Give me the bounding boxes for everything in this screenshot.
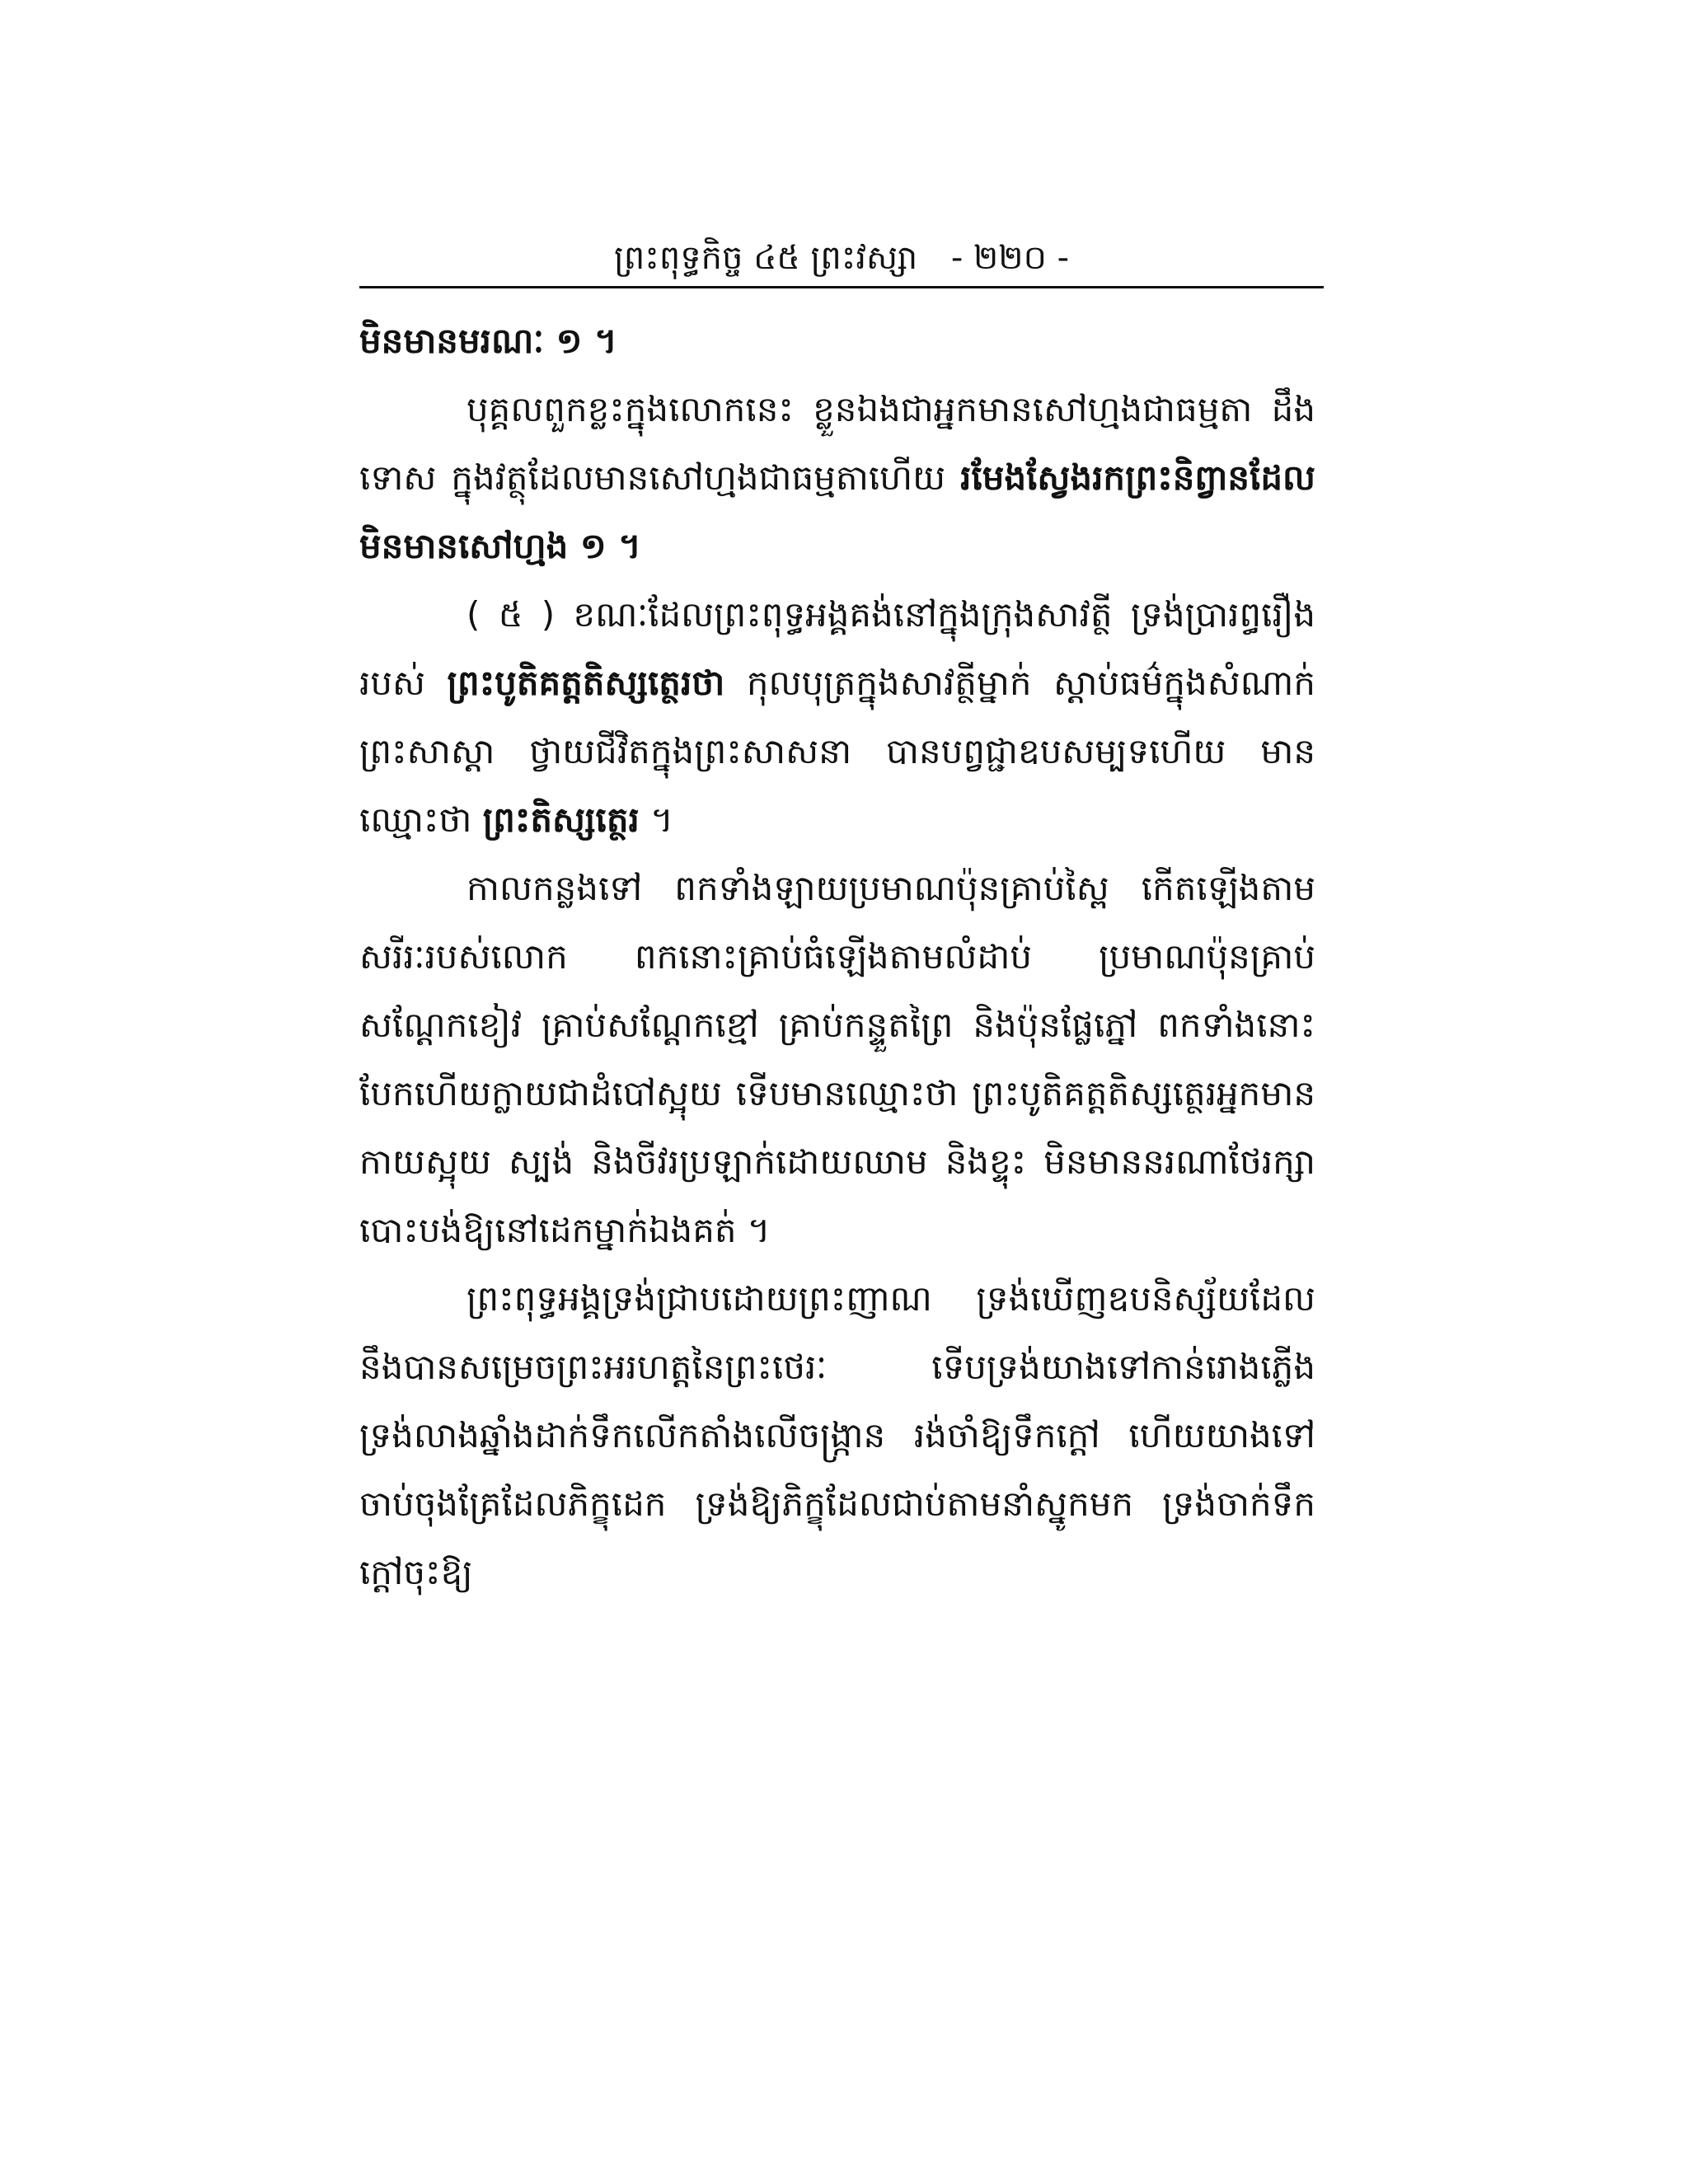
header-title: ព្រះពុទ្ធកិច្ច ៤៥ ព្រះវស្សា [613,239,918,277]
body-text [359,307,1315,1606]
header-page-number: - ២២០ - [950,239,1070,277]
paragraph-4 [359,854,1315,1264]
paragraph-5-text: ព្រះពុទ្ធអង្គទ្រង់ជ្រាបដោយព្រះញាណ ទ្រង់ឃើញឧបនិស្ស័យដែលនឹងបានសម្រេចព្រះអរហត្តនៃព្រះថេរៈ ទើបទ្រង់យាងទៅកាន់រោងភ្លើង ទ្រង់លាងឆ្នាំងដាក់ទឹកលើកតាំងលើចង្ក្រាន រង់ចាំឱ្យទឹកក្ដៅ ហើយយាងទៅចាប់ចុងគ្រែដែលភិក្ខុដេក ទ្រង់ឱ្យភិក្ខុដែលជាប់តាមនាំស្នូកមក ទ្រង់ចាក់ទឹកក្ដៅចុះឱ្យ [359,1278,1315,1592]
header-divider [359,286,1324,288]
paragraph-3-text-b: កុលបុត្រក្នុងសាវត្ថីម្នាក់ ស្ដាប់ធម៌ក្នុងសំណាក់ព្រះសាស្ដា ថ្វាយជីវិតក្នុងព្រះសាសនា បានបព្វជ្ជាឧបសម្បទហើយ មានឈ្មោះថា [359,663,1315,840]
paragraph-2-text: បុគ្គលពួកខ្លះក្នុងលោកនេះ ខ្លួនឯងជាអ្នកមានសៅហ្មងជាធម្មតា ដឹងទោស ក្នុងវត្ថុដែលមានសៅហ្មងជាធម្មតាហើយ [359,389,1315,498]
paragraph-5 [359,1264,1315,1606]
paragraph-3-bold-name-2: ព្រះតិស្សត្ថេរ [482,799,640,840]
paragraph-2-bold: រមែងស្វែងរកព្រះនិព្វានដែលមិនមានសៅហ្មង ១ ។ [359,457,1315,566]
paragraph-1 [359,307,1315,375]
paragraph-3-text-c: ។ [639,799,673,840]
page-header [359,232,1324,284]
paragraph-2 [359,375,1315,580]
paragraph-1-bold: មិនមានមរណៈ ១ ។ [359,321,617,361]
paragraph-3-text-a: ( ៥ ) ខណៈដែលព្រះពុទ្ធអង្គគង់នៅក្នុងក្រុងសាវត្ថី ទ្រង់ប្រារព្ធរឿងរបស់ [359,594,1315,703]
paragraph-3 [359,580,1315,854]
paragraph-3-bold-name-1: ព្រះបូតិគត្តតិស្សត្ថេរថា [447,663,725,703]
paragraph-4-text: កាលកន្លងទៅ ពកទាំងឡាយប្រមាណប៉ុនគ្រាប់ស្ពៃ កើតឡើងតាមសរីរៈរបស់លោក ពកនោះគ្រាប់ធំឡើងតាមលំដាប់ ប្រមាណប៉ុនគ្រាប់សណ្ដែកខៀវ គ្រាប់សណ្ដែកខ្មៅ គ្រាប់កន្ទួតព្រៃ និងប៉ុនផ្លែភ្នៅ ពកទាំងនោះបែកហើយក្លាយជាដំបៅស្អុយ ទើបមានឈ្មោះថា ព្រះបូតិគត្តតិស្សត្ថេរអ្នកមានកាយស្អុយ ស្បង់ និងចីវរប្រឡាក់ដោយឈាម និងខ្ទុះ មិនមាននរណាថែរក្សា បោះបង់ឱ្យនៅដេកម្នាក់ឯងគត់ ។ [359,868,1315,1250]
